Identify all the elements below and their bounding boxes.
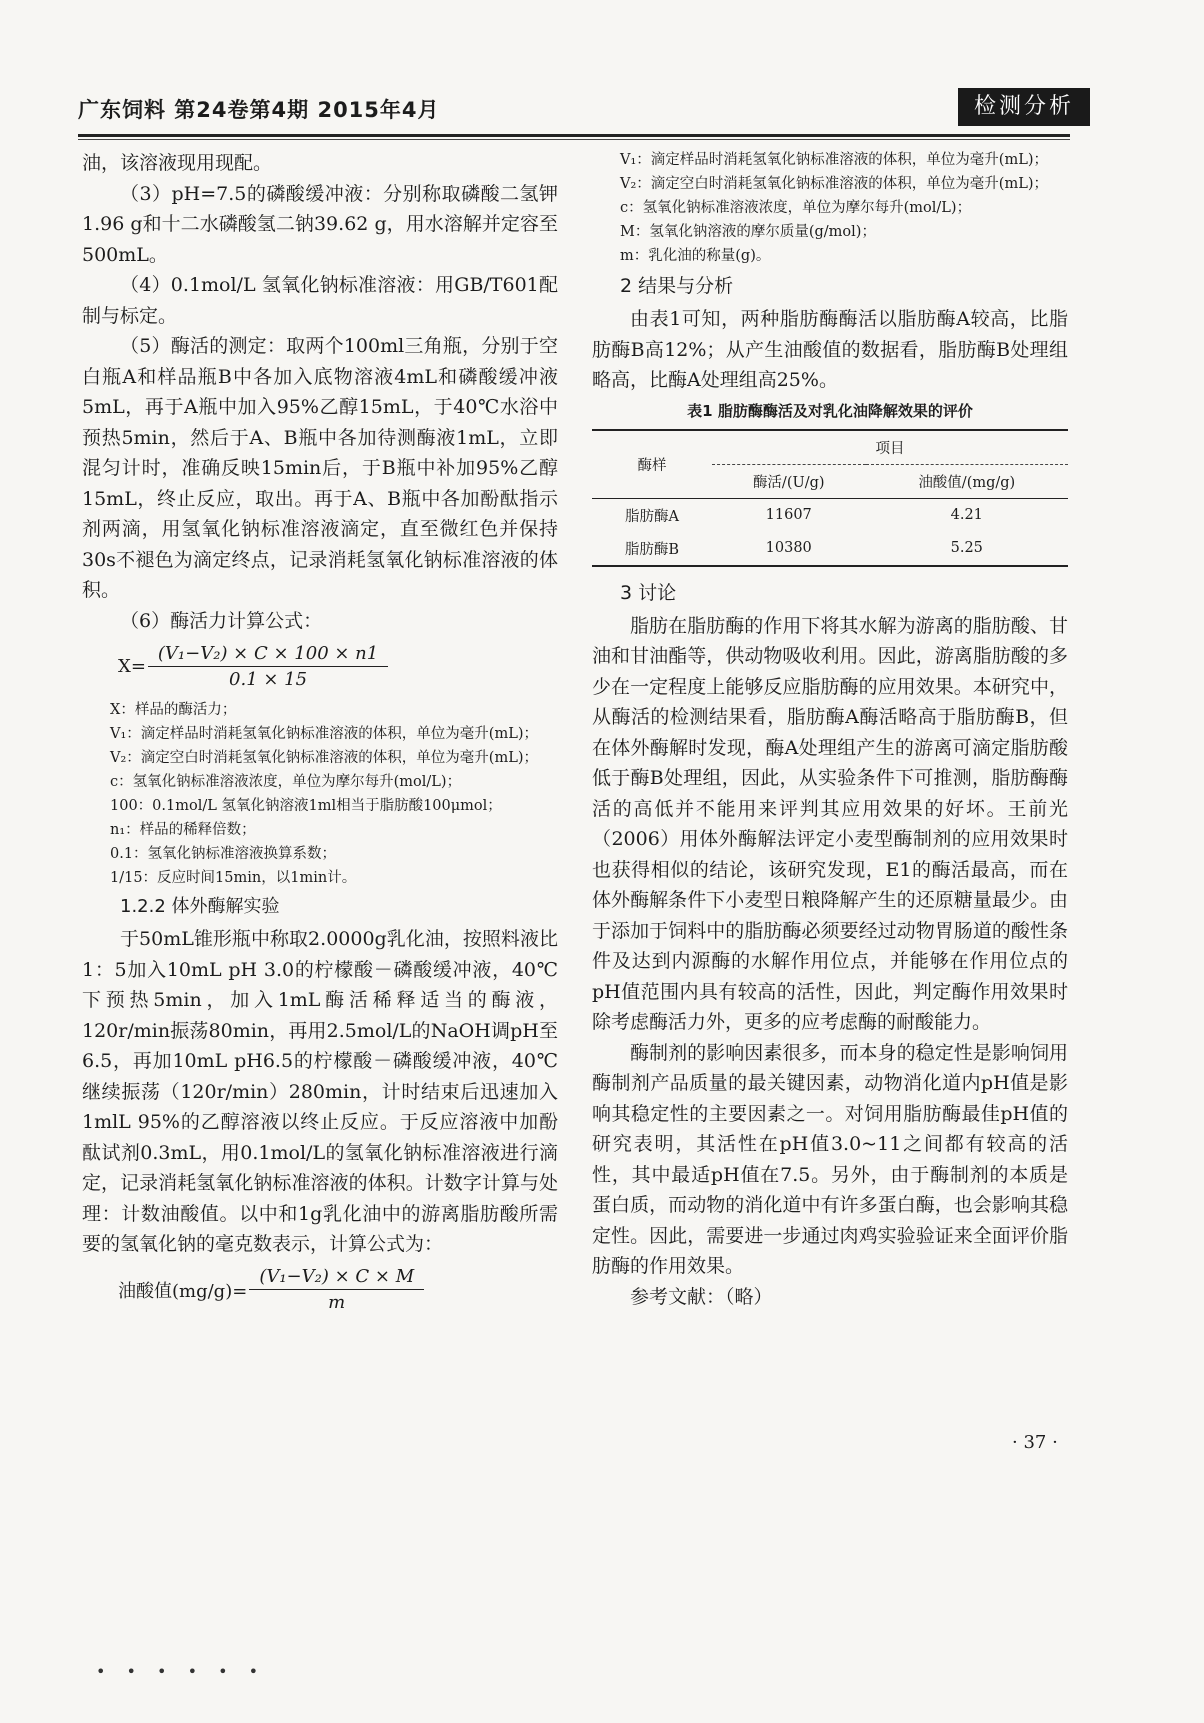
table-caption: 表1 脂肪酶酶活及对乳化油降解效果的评价 <box>687 401 973 420</box>
formula-fraction <box>148 643 388 690</box>
definition: 1/15：反应时间15min，以1min计。 <box>110 870 357 886</box>
formula-denominator: m <box>328 1292 346 1313</box>
table-cell: 4.21 <box>866 498 1068 532</box>
formula-definitions <box>82 698 558 890</box>
definition: X：样品的酶活力； <box>110 702 237 718</box>
table-cell: 脂肪酶A <box>592 498 712 532</box>
definition: c：氢氧化钠标准溶液浓度，单位为摩尔每升(mol/L)； <box>620 200 972 216</box>
formula-denominator: 0.1 × 15 <box>229 668 308 690</box>
paragraph: 脂肪在脂肪酶的作用下将其水解为游离的脂肪酸、甘油和甘油酯等，供动物吸收利用。因此，游离脂肪酸的多少在一定程度上能够反应脂肪酶的应用效果。本研究中，从酶活的检测结果看，脂肪酶A酶活略高于脂肪酶B，但在体外酶解时发现，酶A处理组产生的游离可滴定脂肪酸低于酶B处理组，因此，从实验条件下可推测，脂肪酶酶活的高低并不能用来评判其应用效果的好坏。王前光（2006）用体外酶解法评定小麦型酶制剂的应用效果时也获得相似的结论，该研究发现，E1的酶活最高，而在体外酶解条件下小麦型日粮降解产生的还原糖量最少。由于添加于饲料中的脂肪酶必须要经过动物胃肠道的酸性条件及达到内源酶的水解作用位点，并能够在作用位点的pH值范围内具有较高的活性，因此，判定酶作用效果时除考虑酶活力外，更多的应考虑酶的耐酸能力。 <box>592 614 1068 1033</box>
definition: m：乳化油的称量(g)。 <box>620 248 771 264</box>
table-row <box>592 498 1068 532</box>
definition: M：氢氧化钠溶液的摩尔质量(g/mol)； <box>620 224 876 240</box>
formula-fraction <box>249 1266 424 1313</box>
table-row <box>592 532 1068 566</box>
running-header <box>78 88 1078 136</box>
section-badge: 检测分析 <box>958 88 1090 126</box>
table-cell: 5.25 <box>950 540 983 556</box>
header-rule <box>78 134 1070 137</box>
section-heading: 2 结果与分析 <box>620 275 734 297</box>
table-cell: 11607 <box>712 498 866 532</box>
definition: V₂：滴定空白时消耗氢氧化钠标准溶液的体积，单位为毫升(mL)； <box>620 176 1048 192</box>
definition: V₁：滴定样品时消耗氢氧化钠标准溶液的体积，单位为毫升(mL)； <box>620 152 1048 168</box>
table-header-sample: 酶样 <box>592 430 712 499</box>
table-cell: 脂肪酶B <box>624 541 680 558</box>
definition: 0.1：氢氧化钠标准溶液换算系数； <box>110 846 337 862</box>
page-number: · 37 · <box>1012 1432 1058 1453</box>
subsection-heading: 1.2.2 体外酶解实验 <box>120 896 280 917</box>
paragraph: （6）酶活力计算公式： <box>120 609 323 632</box>
footer-dots: • • • • • • <box>96 1662 267 1681</box>
table-header-oleic: 油酸值/(mg/g) <box>866 464 1068 498</box>
section-heading: 3 讨论 <box>620 581 677 604</box>
formula-numerator: (V₁−V₂) × C × M <box>249 1266 424 1290</box>
paragraph: （4）0.1mol/L 氢氧化钠标准溶液：用GB/T601配制与标定。 <box>82 274 558 327</box>
formula-lhs: 油酸值(mg/g)= <box>118 1280 248 1302</box>
definition: n₁：样品的稀释倍数； <box>110 822 256 838</box>
table-cell: 10380 <box>765 540 812 556</box>
definition: 100：0.1mol/L 氢氧化钠溶液1ml相当于脂肪酸100μmol； <box>110 798 502 814</box>
results-table <box>592 429 1068 567</box>
oleic-acid-formula <box>118 1262 558 1318</box>
left-column <box>82 148 558 1322</box>
paragraph: （3）pH=7.5的磷酸缓冲液：分别称取磷酸二氢钾1.96 g和十二水磷酸氢二钠39.62 g，用水溶解并定容至500mL。 <box>82 182 558 266</box>
formula-definitions <box>592 148 1068 268</box>
definition: V₂：滴定空白时消耗氢氧化钠标准溶液的体积，单位为毫升(mL)； <box>110 750 538 766</box>
formula-lhs: X= <box>118 655 146 677</box>
header-rule-thin <box>78 139 1070 140</box>
right-column <box>592 148 1068 1312</box>
paragraph: 于50mL锥形瓶中称取2.0000g乳化油，按照料液比1：5加入10mL pH 3.0的柠檬酸－磷酸缓冲液，40℃下预热5min，加入1mL酶活稀释适当的酶液，120r/min振荡80min，再用2.5mol/L的NaOH调pH至6.5，再加10mL pH6.5的柠檬酸－磷酸缓冲液，40℃继续振荡（120r/min）280min，计时结束后迅速加入1mlL 95%的乙醇溶液以终止反应。于反应溶液中加酚酞试剂0.3mL，用0.1mol/L的氢氧化钠标准溶液进行滴定，记录消耗氢氧化钠标准溶液的体积。计数字计算与处理：计数油酸值。以中和1g乳化油中的游离脂肪酸所需要的氢氧化钠的毫克数表示，计算公式为： <box>82 928 558 1255</box>
paragraph: 由表1可知，两种脂肪酶酶活以脂肪酶A较高，比脂肪酶B高12%；从产生油酸值的数据看，脂肪酶B处理组略高，比酶A处理组高25%。 <box>592 308 1068 391</box>
table-header-group: 项目 <box>712 430 1068 465</box>
definition: c：氢氧化钠标准溶液浓度，单位为摩尔每升(mol/L)； <box>110 774 462 790</box>
table-header-activity: 酶活/(U/g) <box>712 464 866 498</box>
enzyme-activity-formula <box>118 638 558 694</box>
references-note: 参考文献：（略） <box>630 1285 773 1308</box>
journal-info: 广东饲料 第24卷第4期 2015年4月 <box>78 98 440 122</box>
paragraph: 油，该溶液现用现配。 <box>82 152 273 174</box>
definition: V₁：滴定样品时消耗氢氧化钠标准溶液的体积，单位为毫升(mL)； <box>110 726 538 742</box>
formula-numerator: (V₁−V₂) × C × 100 × n1 <box>148 643 388 667</box>
paragraph: 酶制剂的影响因素很多，而本身的稳定性是影响饲用酶制剂产品质量的最关键因素，动物消化道内pH值是影响其稳定性的主要因素之一。对饲用脂肪酶最佳pH值的研究表明，其活性在pH值3.0~11之间都有较高的活性，其中最适pH值在7.5。另外，由于酶制剂的本质是蛋白质，而动物的消化道中有许多蛋白酶，也会影响其稳定性。因此，需要进一步通过肉鸡实验验证来全面评价脂肪酶的作用效果。 <box>592 1041 1068 1277</box>
paragraph: （5）酶活的测定：取两个100ml三角瓶，分别于空白瓶A和样品瓶B中各加入底物溶液4mL和磷酸缓冲液5mL，再于A瓶中加入95%乙醇15mL，于40℃水浴中预热5min，然后于A、B瓶中各加待测酶液1mL，立即混匀计时，准确反映15min后，于B瓶中补加95%乙醇15mL，终止反应，取出。再于A、B瓶中各加酚酞指示剂两滴，用氢氧化钠标准溶液滴定，直至微红色并保持30s不褪色为滴定终点，记录消耗氢氧化钠标准溶液的体积。 <box>82 335 558 601</box>
